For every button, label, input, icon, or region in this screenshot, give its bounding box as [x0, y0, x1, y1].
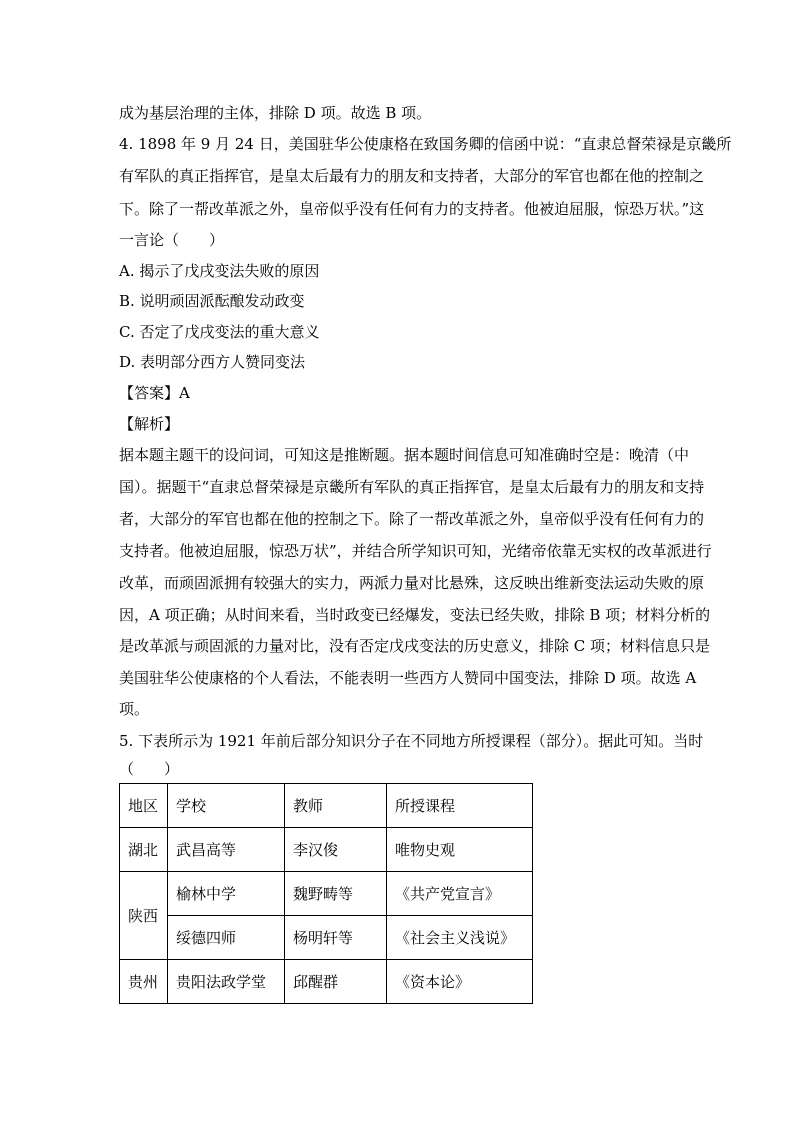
table-header-cell: 教师 — [285, 784, 387, 828]
table-header-cell: 所授课程 — [387, 784, 533, 828]
table-cell-region: 湖北 — [120, 828, 168, 872]
course-table — [119, 783, 533, 1004]
answer-label: 【答案】A — [119, 384, 190, 402]
table-cell-teacher: 邱醒群 — [285, 960, 387, 1004]
table-header-cell: 地区 — [120, 784, 168, 828]
analysis-text: 项。 — [119, 700, 150, 718]
table-cell-course: 《共产党宣言》 — [387, 872, 533, 916]
table-row — [120, 828, 533, 872]
analysis-text: 美国驻华公使康格的个人看法，不能表明一些西方人赞同中国变法，排除 D 项。故选 A — [119, 669, 697, 687]
table-header-row — [120, 784, 533, 828]
option-c: C. 否定了戊戌变法的重大意义 — [119, 323, 320, 341]
analysis-label: 【解析】 — [119, 415, 180, 433]
table-cell-course: 《资本论》 — [387, 960, 533, 1004]
analysis-text: 是改革派与顽固派的力量对比，没有否定戊戌变法的历史意义，排除 C 项；材料信息只是 — [119, 637, 711, 655]
table-cell-teacher: 魏野畴等 — [285, 872, 387, 916]
analysis-text: 支持者。他被迫屈服，惊恐万状”，并结合所学知识可知，光绪帝依靠无实权的改革派进行 — [119, 542, 712, 560]
text-line: 下。除了一帮改革派之外，皇帝似乎没有任何有力的支持者。他被迫屈服，惊恐万状。”这 — [119, 200, 705, 218]
table-row — [120, 872, 533, 916]
table-cell-teacher: 李汉俊 — [285, 828, 387, 872]
table-row — [120, 916, 533, 960]
table-cell-region: 贵州 — [120, 960, 168, 1004]
analysis-text: 据本题主题干的设问词，可知这是推断题。据本题时间信息可知准确时空是：晚清（中 — [119, 446, 690, 464]
table-cell-school: 绥德四师 — [168, 916, 285, 960]
table-cell-course: 唯物史观 — [387, 828, 533, 872]
text-line: 一言论（ ） — [119, 231, 225, 249]
table-header-cell: 学校 — [168, 784, 285, 828]
option-d: D. 表明部分西方人赞同变法 — [119, 353, 306, 371]
analysis-text: 者，大部分的军官也都在他的控制之下。除了一帮改革派之外，皇帝似乎没有任何有力的 — [119, 510, 705, 528]
table-cell-course: 《社会主义浅说》 — [387, 916, 533, 960]
question-5-stem: 5. 下表所示为 1921 年前后部分知识分子在不同地方所授课程（部分）。据此可知。当时 — [119, 732, 704, 750]
table-cell-region: 陕西 — [120, 872, 168, 960]
table-cell-teacher: 杨明轩等 — [285, 916, 387, 960]
table-row — [120, 960, 533, 1004]
analysis-text: 因，A 项正确；从时间来看，当时政变已经爆发，变法已经失败，排除 B 项；材料分析的 — [119, 606, 711, 624]
table-cell-school: 榆林中学 — [168, 872, 285, 916]
table-cell-school: 武昌高等 — [168, 828, 285, 872]
question-4-stem: 4. 1898 年 9 月 24 日，美国驻华公使康格在致国务卿的信函中说：“直隶总督荣禄是京畿所 — [119, 135, 732, 153]
analysis-text: 改革，而顽固派拥有较强大的实力，两派力量对比悬殊，这反映出维新变法运动失败的原 — [119, 574, 705, 592]
table-cell-school: 贵阳法政学堂 — [168, 960, 285, 1004]
option-b: B. 说明顽固派酝酿发动政变 — [119, 292, 305, 310]
option-a: A. 揭示了戊戌变法失败的原因 — [119, 262, 320, 280]
text-line: 成为基层治理的主体，排除 D 项。故选 B 项。 — [119, 104, 432, 122]
analysis-text: 国）。据题干“直隶总督荣禄是京畿所有军队的真正指挥官，是皇太后最有力的朋友和支持 — [119, 478, 705, 496]
text-line: 有军队的真正指挥官，是皇太后最有力的朋友和支持者，大部分的军官也都在他的控制之 — [119, 167, 705, 185]
question-5-blank: （ ） — [119, 760, 180, 778]
